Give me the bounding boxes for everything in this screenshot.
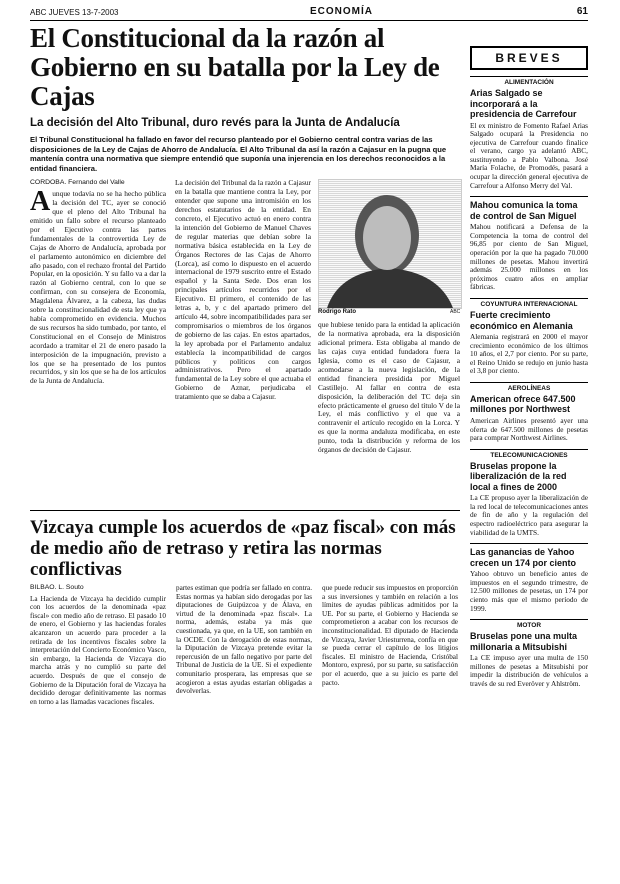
article2-byline: BILBAO. L. Souto (30, 584, 84, 591)
article1-subheadline: La decisión del Alto Tribunal, duro revés para la Junta de Andalucía (30, 117, 400, 129)
brief-title[interactable]: American ofrece 647.500 millones por Northwest (470, 393, 576, 415)
photo-credit: ABC (450, 309, 461, 316)
brief-body: American Airlines presentó ayer una oferta de 647.500 millones de pesetas para comprar Northwest Airlines. (470, 416, 588, 443)
photo-caption: Rodrigo Rato (318, 309, 356, 316)
portrait-photo (318, 179, 462, 309)
brief-title[interactable]: Bruselas pone una multa millonaria a Mitsubishi (470, 631, 578, 652)
article1-byline: CÓRDOBA. Fernando del Valle (30, 179, 125, 187)
brief-body: El ex ministro de Fomento Rafael Arias Salgado ocupará la Presidencia no ejecutiva de Carrefour cuando finalice el verano, cargo ya adelantó ABC, sustituyendo a Pablo Valbona. José María Folache, de Promodés, pasará a ocupar la dirección general ejecutiva de Carrefour a Alfonso Merry del Val. (470, 121, 588, 190)
article1-headline[interactable]: El Constitucional da la razón al Gobierno en su batalla por la Ley de Cajas (30, 23, 440, 111)
header-date: ABC JUEVES 13-7-2003 (30, 8, 119, 17)
brief-category: ALIMENTACIÓN (504, 79, 554, 86)
drop-cap: A (30, 186, 51, 218)
page-header (30, 6, 588, 21)
article1-column-2: La decisión del Tribunal da la razón a Cajasur en la batalla que mantiene contra la Ley, por entender que supone una intromisión en los derechos estatutarios de la entidad. En concreto, el Ejecutivo actuó en enero contra la intención del Gobierno de Manuel Chaves de regular materias que debían sobre la normativa básica establecida en la Ley de Órganos Rectores de las Cajas de Ahorro (Lorca), así como lo dispuesto en el acuerdo internacional de 1979 suscrito entre el Estado español y la Santa Sede. Dos eran los principales artículos recurridos por el Ejecutivo. El primero, el contenido de las letras a, b, y c del apartado primero del artículo 44, sobre incompatibilidades para ser compromisarios o miembros de los órganos de gobierno de las cajas. En estos apartados, la ley aprobada por el Parlamento andaluz establecía la incompatibilidad de cargos públicos y políticos con cargos administrativos. Pero el apartado fundamental de la Ley sobre el que actuaba el Gobierno de Aznar, perjudicaba el tratamiento que se daba a Cajasur. (175, 179, 311, 402)
second-article (30, 510, 460, 884)
brief-item (470, 196, 588, 292)
brief-title[interactable]: Las ganancias de Yahoo crecen un 174 por ciento (470, 547, 577, 568)
lead-article (30, 24, 460, 479)
article2-column-2: partes estiman que podría ser fallado en contra. Estas normas ya habían sido derogadas por las diputaciones de Guipúzcoa y de Álava, en virtud de la denominada «paz fiscal». La norma, además, estaba ya más que cuestionada, ya que, en la UE, son también en la OCDE. Con la derogación de estas normas, la Diputación de Vizcaya pretende evitar la repercusión de un fallo negativo por parte del Tribunal de Justicia de la UE. Si el expediente comunitario prosperara, las empresas que se acogieron a estas ayudas estarían obligadas a devolverlas. (176, 584, 312, 696)
brief-body: Alemania registrará en 2000 el mayor crecimiento económico de los últimos 10 años, el 2,7 por ciento. Por su parte, el Reino Unido se redujo en junio hasta el 3,8 por ciento. (470, 333, 588, 376)
brief-title[interactable]: Mahou comunica la toma de control de San Miguel (470, 200, 578, 221)
article2-column-1 (30, 584, 166, 706)
portrait-silhouette-icon (319, 180, 461, 308)
brief-body: La CE propuso ayer la liberalización de la red local de telecomunicaciones antes de fin de año y la regulación del espectro radioeléctrico para asegurar la viabilidad de la UMTS. (470, 494, 588, 537)
brief-item (470, 382, 588, 443)
brief-category: COYUNTURA INTERNACIONAL (480, 301, 578, 308)
brief-body: Mahou notificará a Defensa de la Competencia la toma de control del 96,85 por ciento de San Miguel, operación por la que ha pagado 70.000 millones de pesetas. Mahou invertirá además 25.000 millones en los próximos cuatro años en ampliar fábricas. (470, 223, 588, 292)
brief-category: AEROLÍNEAS (507, 384, 551, 392)
brief-body: La CE impuso ayer una multa de 150 millones de pesetas a Mitsubishi por impedir la distribución de vehículos a través de su red Everöver y Ahlström. (470, 654, 588, 688)
brief-body: Yahoo obtuvo un beneficio antes de impuestos en el segundo trimestre, de 12.500 millones de pesetas, un 174 por ciento más que el mismo período de 1999. (470, 570, 588, 613)
article1-lead: El Tribunal Constitucional ha fallado en favor del recurso planteado por el Gobierno central contra varias de las disposiciones de la Ley de Cajas de Ahorro de Andalucía. El Alto Tribunal da así la razón a Cajasur en la pugna que mantenía contra una normativa que siempre entendió que suponía una injerencia en los derechos reconocidos a la entidad financiera. (30, 135, 447, 173)
article2-col1-text: La Hacienda de Vizcaya ha decidido cumplir con los acuerdos de la denominada «paz fiscal» con medio año de retraso. El pasado 10 de enero, el Gobierno y las haciendas forales alcanzaron un acuerdo para proceder a la retirada de los incentivos fiscales sobre la interpretación del Concierto Económico Vasco, sin embargo, la Hacienda de Vizcaya dio marcha atrás y no cumplió su parte del acuerdo. Después de que el consejo de Gobierno de la Diputación foral de Vizcaya ha decidido derogar definitivamente las normas en torno a las llamadas vacaciones fiscales. (30, 594, 166, 706)
section-name: ECONOMÍA (310, 6, 373, 17)
brief-title[interactable]: Fuerte crecimiento económico en Alemania (470, 310, 573, 331)
article1-col1-text: unque todavía no se ha hecho pública la decisión del TC, ayer se conoció que el pleno del Alto Tribunal ha emitido un fallo sobre el recurso planteado por el Ejecutivo contra las partes fundamentales de la controvertida Ley de Cajas de Ahorro de Andalucía, aprobada por el parlamento autonómico en diciembre del año pasado, con el rechazo frontal del Partido Popular, en la oposición. Y su fallo va a dar la razón al Gobierno central, con lo que se confirman, con su consejera de Economía, Magdalena Álvarez, a la cabeza, las dudas sobre la constitucionalidad de esta ley que ya había comprometido en evidencia. Muchos de sus recursos ha sido tumbado, por tanto, el Constitucional en el Consejo de Ministros acordado a tramitar el 21 de enero pasado la interposición de la impugnación, previsto a los que se ha presentado de los puntos recurridos, y sin los que se ha de los artículos de la Junta de Andalucía. (30, 189, 166, 386)
brief-item (470, 298, 588, 376)
briefs-title: BREVES (470, 46, 588, 70)
article1-column-3: que hubiese tenido para la entidad la aplicación de la normativa aprobada, era la disposición adicional primera. Esta obligaba al mando de las cajas cuya entidad fundadora fuera la Iglesia, como es el caso de Cajasur, a acomodarse a la nueva legislación, de la entidad financiera presidida por Miguel Castillejo. Al fallar en contra de esta disposición, la deliberación del TC deja sin efecto prácticamente el grueso del título V de la Ley, el más conflictivo y el que va a contravenir el artículo recogido en la Lorca. Y es que la norma andaluza modificaba, en este punto, toda la distribución y reforma de los órganos de decisión de Cajasur. (318, 321, 460, 455)
briefs-sidebar (470, 46, 588, 689)
brief-category: TELECOMUNICACIONES (490, 451, 568, 459)
brief-item (470, 543, 588, 613)
brief-item (470, 449, 588, 537)
article2-headline[interactable]: Vizcaya cumple los acuerdos de «paz fiscal» con más de medio año de retraso y retira las normas conflictivas (30, 517, 456, 580)
article1-column-1 (30, 179, 166, 386)
article2-column-3: que puede reducir sus impuestos en proporción a sus inversiones y también en relación a los límites de ayudas públicas admitidos por la UE. Por su parte, el Gobierno y Hacienda se comprometieron a acabar con los recursos de inconstitucionalidad. El diputado de Hacienda de Vizcaya, Javier Uriesturrena, confía en que se pueda cerrar el capítulo de los litigios fiscales. El ministro de Hacienda, Cristóbal Montoro, expresó, por su parte, su satisfacción por el acuerdo, que a su juicio es parte del pacto. (322, 584, 458, 687)
brief-title[interactable]: Bruselas propone la liberalización de la red local a fines de 2000 (470, 460, 567, 492)
brief-item (470, 619, 588, 688)
brief-title[interactable]: Arias Salgado se incorporará a la presidencia de Carrefour (470, 88, 577, 119)
brief-category: MOTOR (516, 622, 542, 630)
brief-item (470, 76, 588, 190)
page-number: 61 (576, 6, 588, 17)
